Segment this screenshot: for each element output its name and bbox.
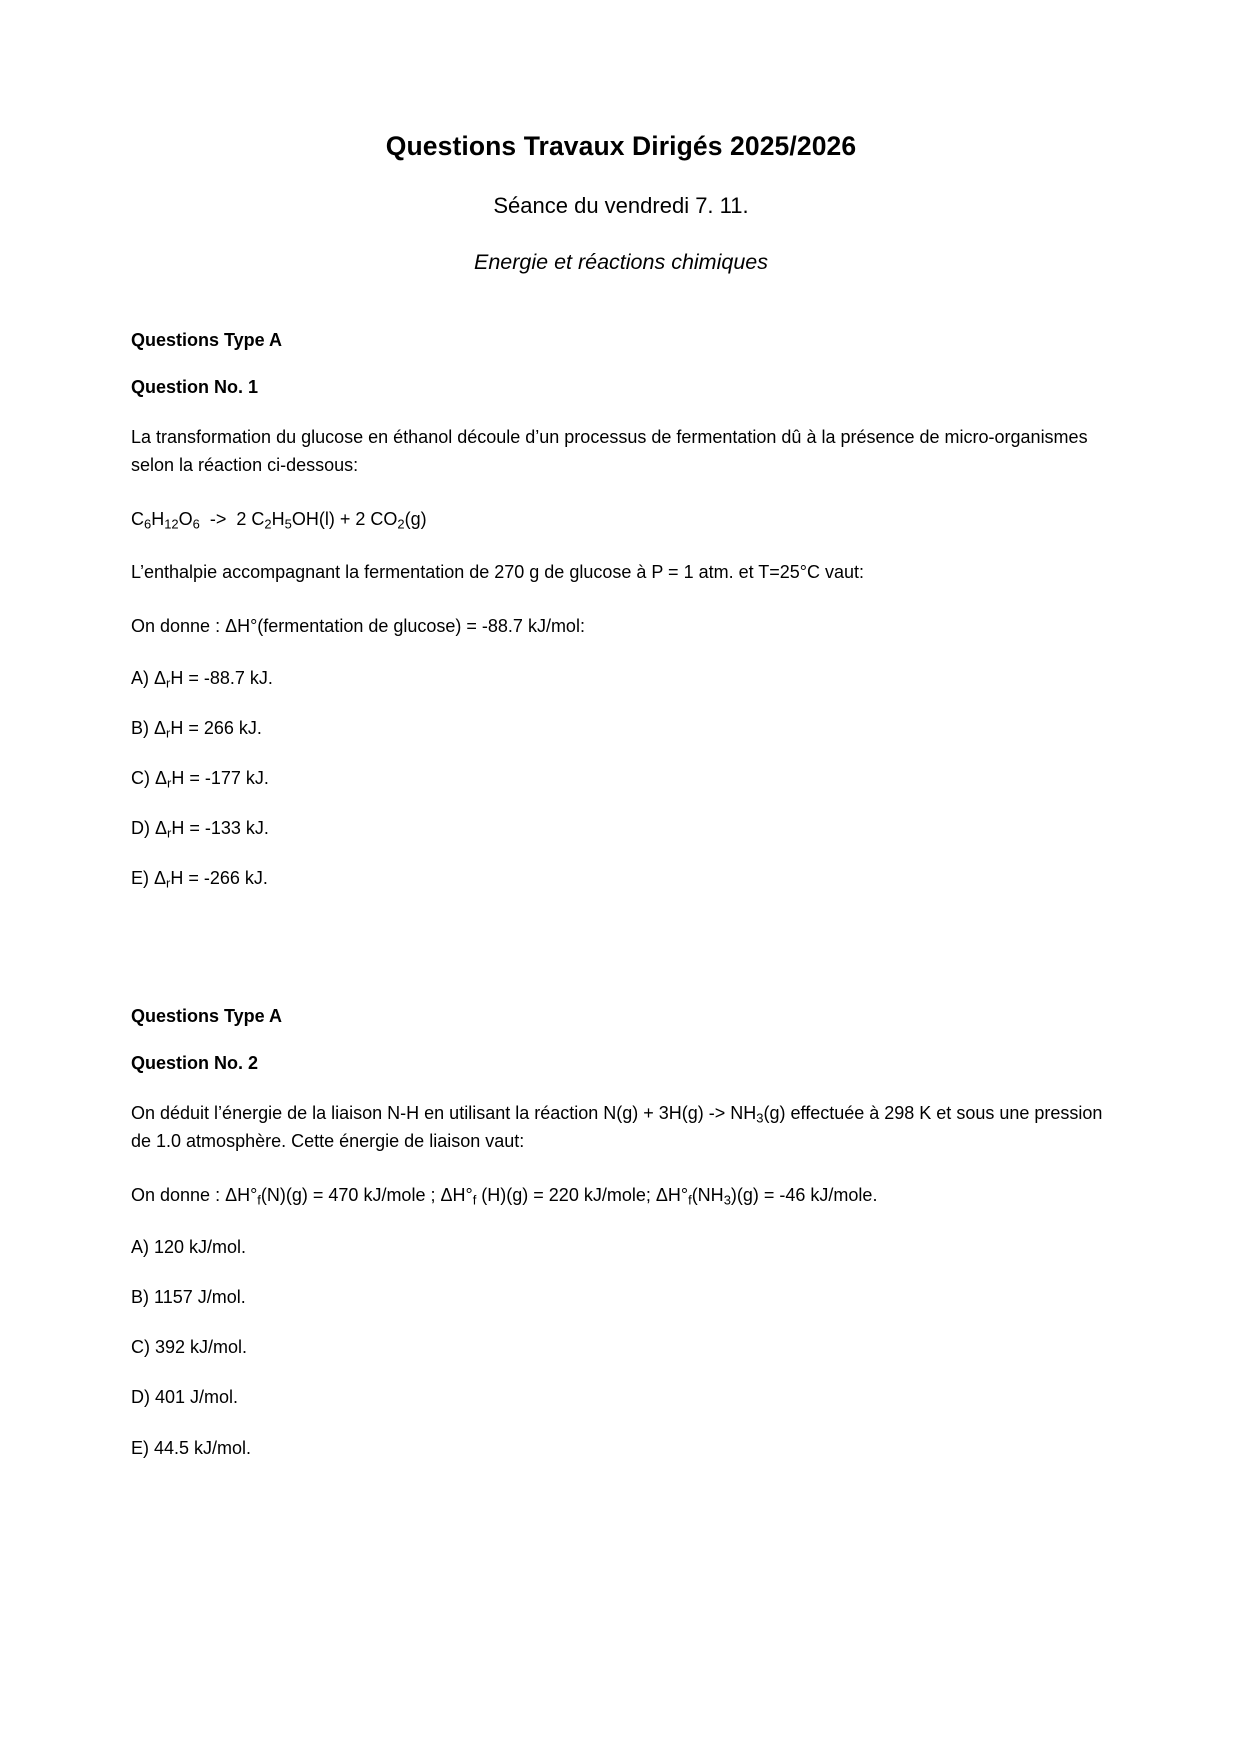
document-section-title: Energie et réactions chimiques: [474, 250, 768, 275]
answer-choice-letter: C): [131, 767, 150, 788]
answer-choice-1-c[interactable]: [131, 766, 1111, 791]
question-paragraph-2: On déduit l’énergie de la liaison N-H en utilisant la réaction $N(g) + 3H(g) -> NH_3(g)$ effectuée à 298 K et sous une pression de 1.0 atmosphère. Cette énergie de liaison vaut:: [131, 1103, 1103, 1152]
answer-choice-letter: B): [131, 1287, 149, 1308]
answer-choice-text: 120 kJ/mol.: [154, 1236, 247, 1257]
answer-choice-letter: E): [131, 1437, 149, 1458]
question-statement-1: L’enthalpie accompagnant la fermentation de 270 g de glucose à P = 1 atm. et T=25°C vaut:: [131, 561, 865, 582]
answer-choice-text: $\Delta_rH = -133$ kJ.: [155, 818, 269, 841]
answer-choice-text: $\Delta_rH = 266$ kJ.: [154, 717, 262, 741]
question-number-label-1: Question No. 1: [131, 376, 259, 397]
questions-type-label-1: Questions Type A: [131, 330, 283, 351]
answer-choice-text: 392 kJ/mol.: [155, 1337, 248, 1358]
answer-choice-letter: E): [131, 868, 149, 889]
answer-choice-text: $\Delta_rH = -88.7$ kJ.: [154, 667, 273, 691]
answer-choice-letter: A): [131, 667, 149, 688]
question-block-1: [131, 329, 1111, 891]
document-subtitle: Séance du vendredi 7. 11.: [493, 192, 749, 218]
answer-choice-text: 401 J/mol.: [155, 1387, 239, 1408]
question-paragraph-1: La transformation du glucose en éthanol découle d’un processus de fermentation dû à la présence de micro-organismes selon la réaction ci-dessous:: [131, 426, 1088, 475]
answer-choice-2-e[interactable]: [131, 1436, 1111, 1461]
answer-choice-2-c[interactable]: [131, 1335, 1111, 1360]
answer-choice-letter: B): [131, 717, 149, 738]
answer-choice-letter: D): [131, 1387, 150, 1408]
answer-choice-text: $\Delta_rH = -177$ kJ.: [155, 767, 269, 791]
answer-choice-text: $\Delta_rH = -266$ kJ.: [154, 868, 268, 891]
answer-choice-1-d[interactable]: [131, 816, 1111, 841]
document-content: [131, 0, 1111, 1461]
page-title: Questions Travaux Dirigés 2025/2026: [385, 131, 857, 161]
answer-choice-letter: D): [131, 818, 150, 839]
question-given-data-2: On donne : $\Delta H^\circ_f(N)(g) = 470$ kJ/mole ; $\Delta H^\circ_f$ (H)(g) = 220 kJ/mole; $\Delta H^\circ_f(NH_3)(g) = -46$ kJ/mole.: [131, 1185, 878, 1208]
chemical-equation-1: $C_6H_{12}O_6 -> 2$ $C_2H_5OH(l) + 2$ $CO_2(g)$: [131, 508, 427, 532]
question-number-label-2: Question No. 2: [131, 1052, 259, 1073]
answer-choice-2-a[interactable]: [131, 1235, 1111, 1260]
questions-type-label-2: Questions Type A: [131, 1006, 283, 1027]
answer-choice-text: 44.5 kJ/mol.: [154, 1437, 252, 1458]
question-block-2: [131, 1005, 1111, 1460]
answer-choice-1-a[interactable]: [131, 666, 1111, 691]
question-given-data-1: On donne : ΔH°(fermentation de glucose) = -88.7 kJ/mol:: [131, 615, 585, 636]
answer-choice-1-e[interactable]: [131, 866, 1111, 891]
answer-choice-2-d[interactable]: [131, 1385, 1111, 1410]
answer-choice-1-b[interactable]: [131, 716, 1111, 741]
answer-choice-2-b[interactable]: [131, 1285, 1111, 1310]
answer-choice-text: 1157 J/mol.: [154, 1287, 246, 1308]
answer-choice-letter: C): [131, 1337, 150, 1358]
answer-choice-letter: A): [131, 1236, 149, 1257]
